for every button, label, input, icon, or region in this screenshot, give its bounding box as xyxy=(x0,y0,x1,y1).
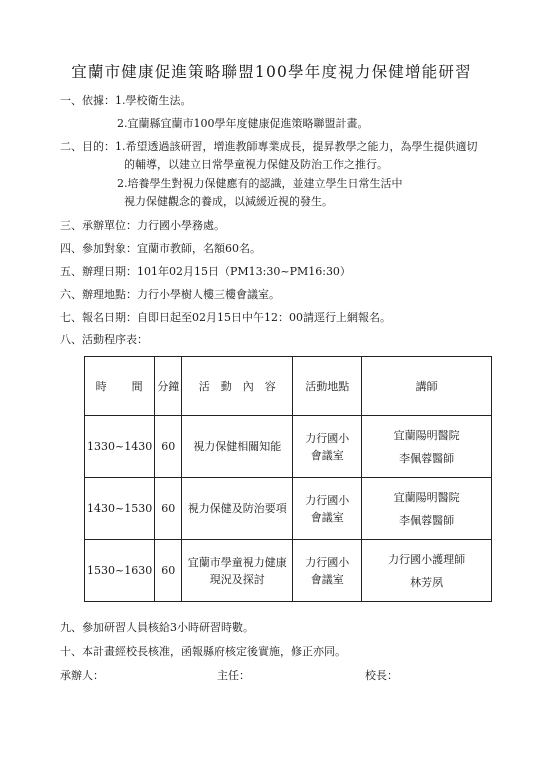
document-title: 宜蘭市健康促進策略聯盟100學年度視力保健增能研習 xyxy=(71,63,472,81)
row-speaker xyxy=(362,540,492,602)
purpose-line-1a: 二、目的：1.希望透過該研習，增進教師專業成長，提昇教學之能力，為學生提供適切 xyxy=(60,140,478,153)
signature-principal: 校長： xyxy=(365,669,398,682)
row-location xyxy=(293,540,362,602)
basis-line-1: 一、依據：1.學校衛生法。 xyxy=(60,94,192,107)
location-line: 力行國小 xyxy=(305,555,350,569)
location-line: 會議室 xyxy=(310,448,344,462)
header-activity: 活 動 內 容 xyxy=(182,357,293,416)
row-speaker xyxy=(362,416,492,478)
header-location: 活動地點 xyxy=(293,357,362,416)
credit-line: 九、參加研習人員核給3小時研習時數。 xyxy=(60,621,254,634)
schedule-heading: 八、活動程序表： xyxy=(60,333,148,346)
host-line: 三、承辦單位：力行國小學務處。 xyxy=(60,219,225,232)
participants-line: 四、參加對象：宜蘭市教師，名額60名。 xyxy=(60,242,261,255)
row-location xyxy=(293,478,362,540)
signature-handler: 承辦人： xyxy=(60,669,104,682)
row-time: 1530~1630 xyxy=(85,540,155,602)
speaker-line: 力行國小護理師 xyxy=(388,552,466,566)
date-line: 五、辦理日期：101年02月15日（PM13:30~PM16:30） xyxy=(60,265,351,278)
activity-line: 宜蘭市學童視力健康 xyxy=(187,555,287,569)
registration-line: 七、報名日期：自即日起至02月15日中午12：00請逕行上網報名。 xyxy=(60,311,391,324)
location-line: 會議室 xyxy=(310,572,344,586)
location-line: 會議室 xyxy=(310,510,344,524)
speaker-line: 李佩蓉醫師 xyxy=(399,513,455,527)
row-time: 1430~1530 xyxy=(85,478,155,540)
approval-line: 十、本計畫經校長核准，函報縣府核定後實施，修正亦同。 xyxy=(60,645,346,658)
row-minutes: 60 xyxy=(155,540,182,602)
purpose-line-2b: 視力保健觀念的養成，以減緩近視的發生。 xyxy=(124,195,333,208)
purpose-line-2a: 2.培養學生對視力保健應有的認識，並建立學生日常生活中 xyxy=(117,177,403,190)
row-activity xyxy=(182,416,293,478)
speaker-line: 宜蘭陽明醫院 xyxy=(393,428,460,442)
header-speaker: 講師 xyxy=(362,357,492,416)
speaker-line: 林芳夙 xyxy=(410,575,444,589)
row-activity xyxy=(182,478,293,540)
purpose-line-1b: 的輔導，以建立日常學童視力保健及防治工作之推行。 xyxy=(124,158,388,171)
activity-line: 現況及探討 xyxy=(209,572,265,586)
row-minutes: 60 xyxy=(155,416,182,478)
venue-line: 六、辦理地點：力行小學樹人樓三樓會議室。 xyxy=(60,288,280,301)
speaker-line: 李佩蓉醫師 xyxy=(399,451,455,465)
row-time: 1330~1430 xyxy=(85,416,155,478)
table-row xyxy=(85,478,492,540)
schedule-header-row xyxy=(85,357,492,416)
row-speaker xyxy=(362,478,492,540)
header-time: 時 間 xyxy=(85,357,155,416)
location-line: 力行國小 xyxy=(305,493,350,507)
activity-line: 視力保健及防治要項 xyxy=(187,502,287,515)
row-minutes: 60 xyxy=(155,478,182,540)
schedule-table xyxy=(84,356,492,602)
table-row xyxy=(85,416,492,478)
row-activity xyxy=(182,540,293,602)
table-row xyxy=(85,540,492,602)
signature-director: 主任： xyxy=(217,669,250,682)
row-location xyxy=(293,416,362,478)
location-line: 力行國小 xyxy=(305,431,350,445)
speaker-line: 宜蘭陽明醫院 xyxy=(393,490,460,504)
activity-line: 視力保健相關知能 xyxy=(193,440,282,453)
header-minutes: 分鐘 xyxy=(155,357,182,416)
basis-line-2: 2.宜蘭縣宜蘭市100學年度健康促進策略聯盟計畫。 xyxy=(117,117,369,130)
